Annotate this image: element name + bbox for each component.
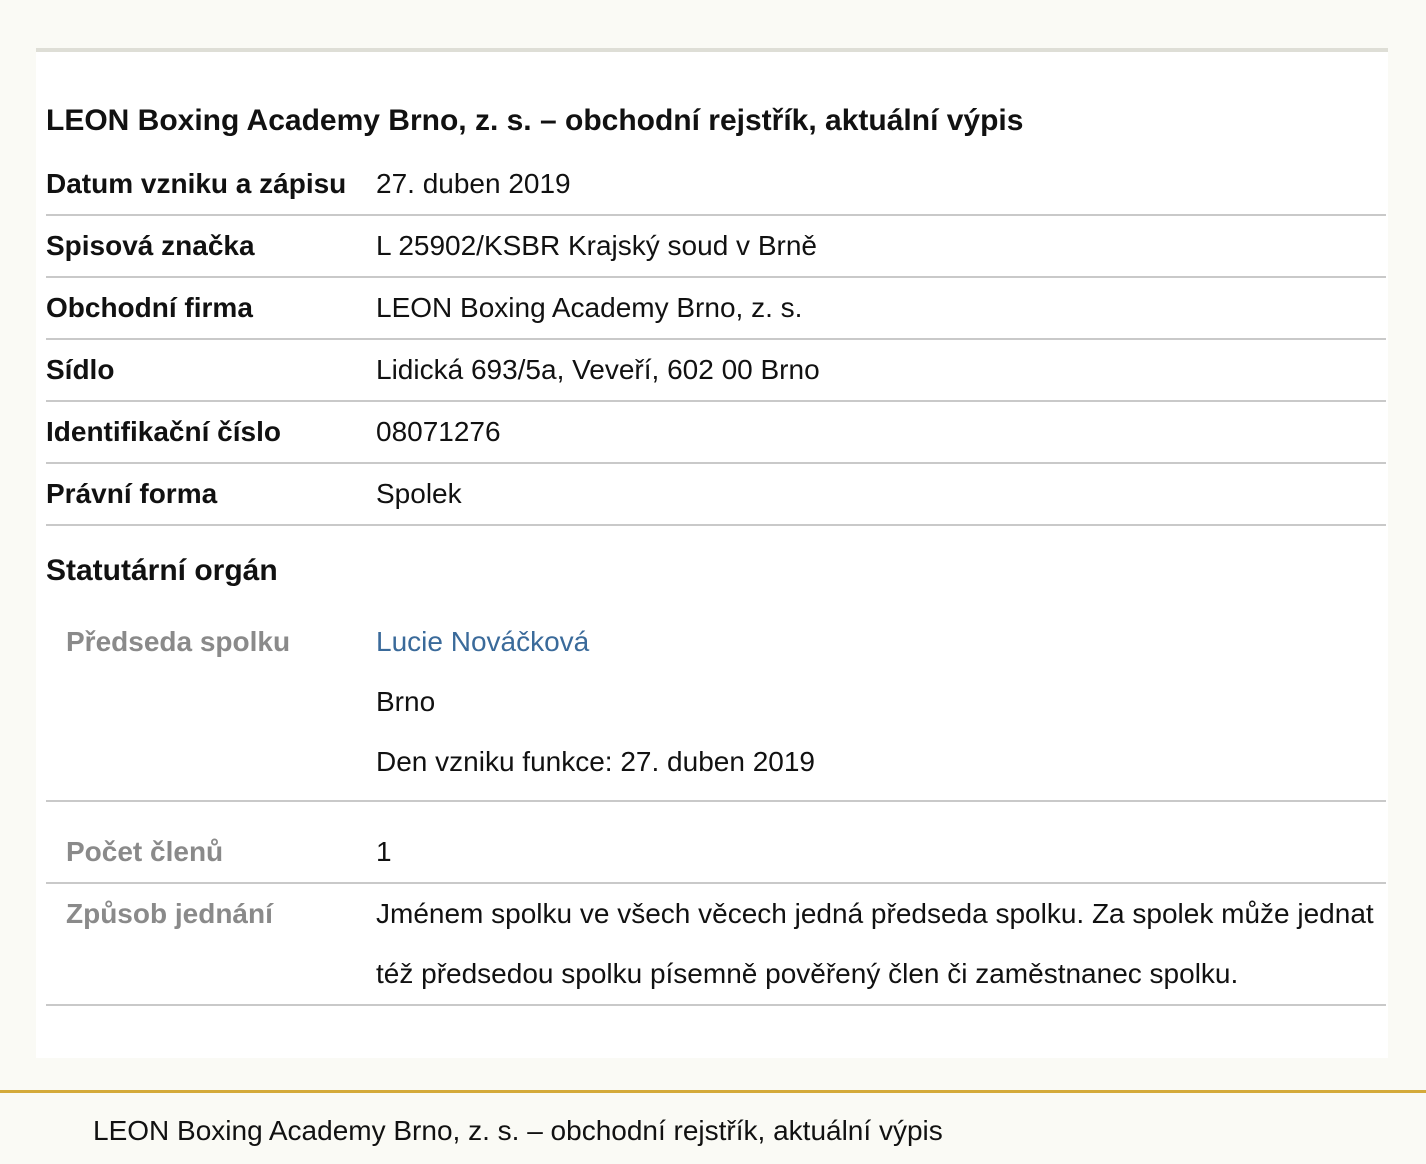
table-row: [46, 883, 1386, 1005]
chair-label: Předseda spolku: [46, 612, 376, 801]
table-row: [46, 612, 1386, 801]
founded-value: 27. duben 2019: [376, 154, 1386, 215]
table-row: [46, 154, 1386, 215]
table-row: [46, 463, 1386, 525]
table-row: [46, 401, 1386, 463]
chair-city: Brno: [376, 686, 436, 717]
footer: [0, 1090, 1426, 1164]
statutory-heading: Statutární orgán: [46, 554, 278, 587]
id-number-label: Identifikační číslo: [46, 401, 376, 463]
legal-form-label: Právní forma: [46, 463, 376, 525]
business-name-label: Obchodní firma: [46, 277, 376, 339]
footer-text: LEON Boxing Academy Brno, z. s. – obchodní rejstřík, aktuální výpis: [93, 1115, 943, 1146]
table-row: [46, 339, 1386, 401]
file-number-value: L 25902/KSBR Krajský soud v Brně: [376, 215, 1386, 277]
file-number-label: Spisová značka: [46, 215, 376, 277]
section-row: [46, 525, 1386, 612]
members-value: 1: [376, 801, 1386, 883]
acting-label: Způsob jednání: [46, 883, 376, 1005]
chair-details: [376, 612, 1386, 801]
id-number-value: 08071276: [376, 401, 1386, 463]
legal-form-value: Spolek: [376, 463, 1386, 525]
seat-label: Sídlo: [46, 339, 376, 401]
chair-name-link[interactable]: Lucie Nováčková: [376, 626, 590, 657]
founded-label: Datum vzniku a zápisu: [46, 154, 376, 215]
table-row: [46, 801, 1386, 883]
table-row: [46, 277, 1386, 339]
registry-card: [36, 48, 1388, 1058]
seat-value: Lidická 693/5a, Veveří, 602 00 Brno: [376, 339, 1386, 401]
registry-table: [46, 154, 1386, 1006]
acting-value: Jménem spolku ve všech věcech jedná předseda spolku. Za spolek může jednat též předsedou spolku písemně pověřený člen či zaměstnanec spolku.: [376, 883, 1386, 1005]
chair-since: Den vzniku funkce: 27. duben 2019: [376, 746, 815, 777]
page-title: LEON Boxing Academy Brno, z. s. – obchodní rejstřík, aktuální výpis: [46, 104, 1024, 137]
table-row: [46, 215, 1386, 277]
members-label: Počet členů: [46, 801, 376, 883]
business-name-value: LEON Boxing Academy Brno, z. s.: [376, 277, 1386, 339]
